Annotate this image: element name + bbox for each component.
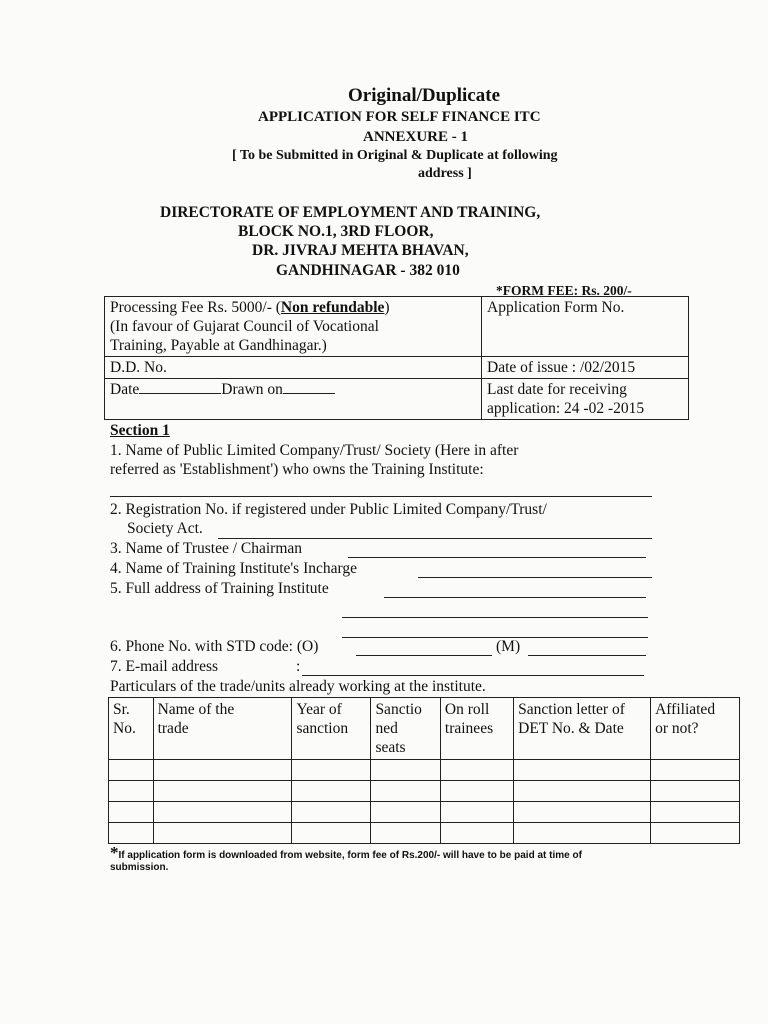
footnote <box>110 843 582 863</box>
question-7-colon: : <box>296 658 301 675</box>
fee-table <box>104 296 689 420</box>
date-drawn-cell[interactable] <box>105 379 482 420</box>
favour-line-2: Training, Payable at Gandhinagar.) <box>110 337 327 354</box>
last-date-line-2: application: 24 -02 -2015 <box>487 400 645 417</box>
table-row <box>109 760 740 781</box>
processing-fee-text: Processing Fee Rs. 5000/- ( <box>110 299 281 316</box>
cell-sr-no[interactable] <box>109 781 154 802</box>
email-answer-line[interactable] <box>302 675 644 676</box>
cell-trade-name[interactable] <box>153 823 292 844</box>
table-row <box>109 802 740 823</box>
cell-trade-name[interactable] <box>153 760 292 781</box>
question-5-answer-line-2[interactable] <box>342 617 648 618</box>
cell-sanction-letter[interactable] <box>514 781 651 802</box>
favour-line-1: (In favour of Gujarat Council of Vocational <box>110 318 379 335</box>
address-line-3: DR. JIVRAJ MEHTA BHAVAN, <box>252 242 469 259</box>
non-refundable-text: Non refundable <box>280 299 385 316</box>
phone-mobile-line[interactable] <box>528 655 646 656</box>
cell-trade-name[interactable] <box>153 781 292 802</box>
question-1-line-2: referred as 'Establishment') who owns the Training Institute: <box>110 461 484 478</box>
cell-sanctioned-seats[interactable] <box>371 823 440 844</box>
header-sanctioned-seats: Sanctio ned seats <box>371 698 440 760</box>
dd-no-label: D.D. No. <box>110 359 167 376</box>
question-7: 7. E-mail address <box>110 658 219 675</box>
cell-trade-name[interactable] <box>153 802 292 823</box>
submit-instruction-cont: address ] <box>418 166 472 181</box>
question-5-answer-line-1[interactable] <box>384 597 646 598</box>
cell-on-roll-trainees[interactable] <box>440 823 513 844</box>
section-1-heading: Section 1 <box>110 422 170 439</box>
cell-on-roll-trainees[interactable] <box>440 760 513 781</box>
page-title: Original/Duplicate <box>348 85 500 106</box>
last-date-cell <box>482 379 689 420</box>
cell-affiliated[interactable] <box>651 823 740 844</box>
footnote-line-1: If application form is downloaded from website, form fee of Rs.200/- will have to be paid at time of <box>118 850 582 861</box>
last-date-line-1: Last date for receiving <box>487 381 627 398</box>
cell-on-roll-trainees[interactable] <box>440 781 513 802</box>
date-of-issue-cell <box>482 357 689 379</box>
trades-table <box>108 697 740 844</box>
cell-sr-no[interactable] <box>109 802 154 823</box>
cell-on-roll-trainees[interactable] <box>440 802 513 823</box>
date-blank[interactable] <box>139 393 221 394</box>
drawn-on-blank[interactable] <box>283 393 335 394</box>
question-4: 4. Name of Training Institute's Incharge <box>110 560 358 577</box>
cell-affiliated[interactable] <box>651 760 740 781</box>
question-5-answer-line-3[interactable] <box>342 637 648 638</box>
dd-no-cell[interactable] <box>105 357 482 379</box>
question-3: 3. Name of Trustee / Chairman <box>110 540 303 557</box>
question-3-answer-line[interactable] <box>348 557 646 558</box>
submit-instruction: [ To be Submitted in Original & Duplicate at following <box>232 148 558 163</box>
cell-sanction-letter[interactable] <box>514 823 651 844</box>
question-1-answer-line[interactable] <box>110 496 652 497</box>
table-row <box>109 823 740 844</box>
question-6-mobile: (M) <box>496 638 521 655</box>
particulars-label: Particulars of the trade/units already working at the institute. <box>110 678 486 695</box>
address-line-2: BLOCK NO.1, 3RD FLOOR, <box>238 223 434 240</box>
address-line-1: DIRECTORATE OF EMPLOYMENT AND TRAINING, <box>160 204 541 221</box>
question-1-line-1: 1. Name of Public Limited Company/Trust/ Society (Here in after <box>110 442 519 459</box>
table-row <box>109 781 740 802</box>
header-year-of-sanction: Year of sanction <box>292 698 371 760</box>
cell-year-of-sanction[interactable] <box>292 823 371 844</box>
cell-year-of-sanction[interactable] <box>292 802 371 823</box>
header-sanction-letter: Sanction letter of DET No. & Date <box>514 698 651 760</box>
cell-sanctioned-seats[interactable] <box>371 760 440 781</box>
date-label: Date <box>110 381 140 398</box>
cell-affiliated[interactable] <box>651 802 740 823</box>
question-4-answer-line[interactable] <box>418 577 652 578</box>
date-of-issue-label: Date of issue : /02/2015 <box>487 359 636 376</box>
cell-sr-no[interactable] <box>109 760 154 781</box>
processing-fee-cell <box>105 297 482 357</box>
cell-year-of-sanction[interactable] <box>292 760 371 781</box>
question-5: 5. Full address of Training Institute <box>110 580 329 597</box>
header-trade-name: Name of the trade <box>153 698 292 760</box>
close-paren: ) <box>384 299 390 316</box>
cell-sanctioned-seats[interactable] <box>371 781 440 802</box>
footnote-line-2: submission. <box>110 862 169 873</box>
form-fee-label: *FORM FEE: Rs. 200/- <box>496 283 632 298</box>
form-subtitle: APPLICATION FOR SELF FINANCE ITC <box>258 109 541 125</box>
phone-office-line[interactable] <box>356 655 492 656</box>
cell-sanctioned-seats[interactable] <box>371 802 440 823</box>
cell-sanction-letter[interactable] <box>514 802 651 823</box>
cell-sanction-letter[interactable] <box>514 760 651 781</box>
asterisk-mark: * <box>110 843 119 862</box>
question-2-answer-line[interactable] <box>218 538 652 539</box>
trades-table-header <box>109 698 740 760</box>
annexure-label: ANNEXURE - 1 <box>363 129 468 145</box>
cell-year-of-sanction[interactable] <box>292 781 371 802</box>
cell-affiliated[interactable] <box>651 781 740 802</box>
cell-sr-no[interactable] <box>109 823 154 844</box>
drawn-on-label: Drawn on <box>221 381 283 398</box>
address-line-4: GANDHINAGAR - 382 010 <box>276 262 460 279</box>
question-2-line-2: Society Act. <box>127 520 203 537</box>
application-form-no-label: Application Form No. <box>487 299 625 316</box>
question-2-line-1: 2. Registration No. if registered under Public Limited Company/Trust/ <box>110 501 547 518</box>
header-on-roll-trainees: On roll trainees <box>440 698 513 760</box>
header-sr-no: Sr. No. <box>109 698 154 760</box>
question-6-office: 6. Phone No. with STD code: (O) <box>110 638 319 655</box>
application-form-no-cell[interactable] <box>482 297 689 357</box>
header-affiliated: Affiliated or not? <box>651 698 740 760</box>
